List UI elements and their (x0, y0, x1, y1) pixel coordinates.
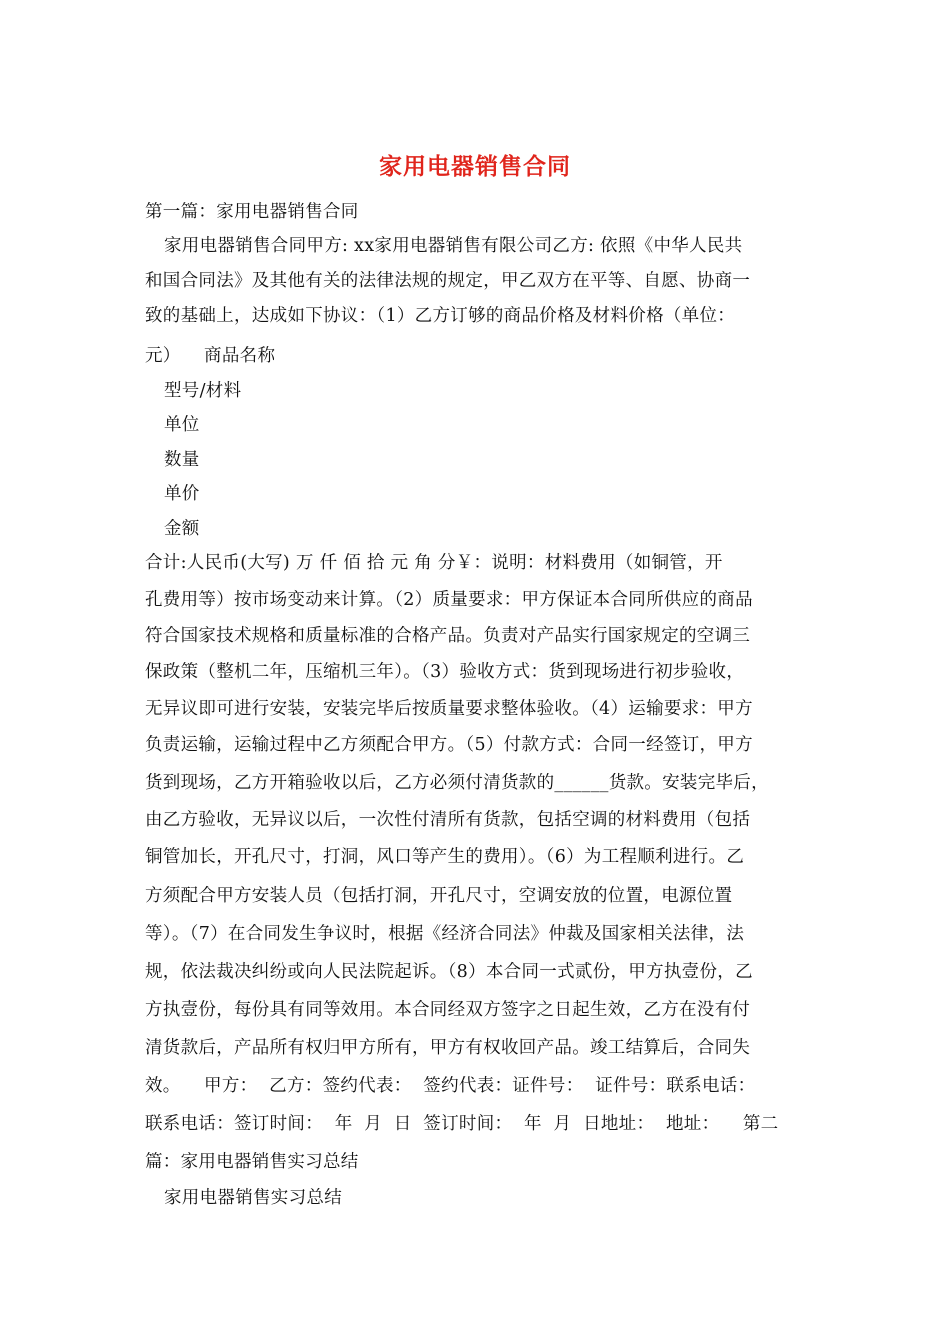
text-line: 金额 (164, 519, 200, 539)
text-line: 合计:人民币(大写) 万 仟 佰 拾 元 角 分￥：说明：材料费用（如铜管，开 (145, 553, 723, 573)
text-line: 方须配合甲方安装人员（包括打洞，开孔尺寸，空调安放的位置，电源位置 (145, 886, 733, 906)
text-line: 第一篇：家用电器销售合同 (145, 202, 359, 222)
text-line: 无异议即可进行安装，安装完毕后按质量要求整体验收。（4）运输要求：甲方 (145, 699, 753, 719)
text-line: 和国合同法》及其他有关的法律法规的规定，甲乙双方在平等、自愿、协商一 (145, 271, 751, 291)
text-line: 负责运输，运输过程中乙方须配合甲方。（5）付款方式：合同一经签订，甲方 (145, 735, 753, 755)
text-line: 型号/材料 (164, 381, 242, 401)
text-line: 货到现场，乙方开箱验收以后，乙方必须付清货款的______货款。安装完毕后， (145, 773, 769, 793)
text-line: 元） 商品名称 (145, 346, 276, 366)
text-line: 效。 甲方： 乙方：签约代表： 签约代表：证件号： 证件号：联系电话： (145, 1076, 756, 1096)
text-line: 铜管加长，开孔尺寸，打洞，风口等产生的费用）。（6）为工程顺利进行。乙 (145, 847, 745, 867)
document-title: 家用电器销售合同 (379, 153, 571, 180)
text-line: 致的基础上，达成如下协议：（1）乙方订够的商品价格及材料价格（单位： (145, 306, 736, 326)
text-line: 家用电器销售实习总结 (164, 1188, 342, 1208)
text-line: 单位 (164, 415, 200, 435)
text-line: 符合国家技术规格和质量标准的合格产品。负责对产品实行国家规定的空调三 (145, 626, 751, 646)
text-line: 数量 (164, 450, 200, 470)
text-line: 孔费用等）按市场变动来计算。（2）质量要求：甲方保证本合同所供应的商品 (145, 590, 753, 610)
text-line: 规，依法裁决纠纷或向人民法院起诉。（8）本合同一式贰份，甲方执壹份，乙 (145, 962, 753, 982)
text-line: 家用电器销售合同甲方: xx家用电器销售有限公司乙方: 依照《中华人民共 (164, 236, 743, 256)
text-line: 清货款后，产品所有权归甲方所有，甲方有权收回产品。竣工结算后，合同失 (145, 1038, 751, 1058)
text-line: 保政策（整机二年，压缩机三年）。（3）验收方式：货到现场进行初步验收， (145, 662, 745, 682)
text-line: 篇：家用电器销售实习总结 (145, 1152, 359, 1172)
text-line: 联系电话：签订时间： 年 月 日 签订时间： 年 月 日地址： 地址： 第二 (145, 1114, 779, 1134)
text-line: 等）。（7）在合同发生争议时，根据《经济合同法》仲裁及国家相关法律，法 (145, 924, 745, 944)
text-line: 单价 (164, 484, 200, 504)
text-line: 方执壹份，每份具有同等效用。本合同经双方签字之日起生效，乙方在没有付 (145, 1000, 751, 1020)
text-line: 由乙方验收，无异议以后，一次性付清所有货款，包括空调的材料费用（包括 (145, 810, 751, 830)
